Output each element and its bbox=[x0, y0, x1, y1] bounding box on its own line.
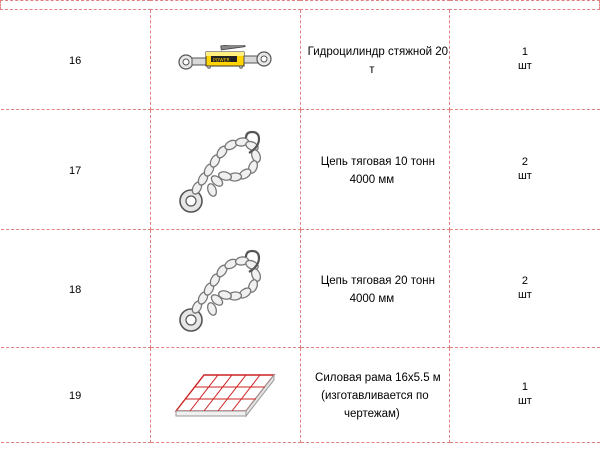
image-wrapper bbox=[151, 129, 300, 211]
row-image-cell bbox=[150, 110, 300, 230]
row-quantity-unit: шт bbox=[517, 169, 532, 182]
image-wrapper bbox=[151, 248, 300, 330]
row-number-cell bbox=[1, 230, 151, 348]
chain-icon bbox=[175, 129, 275, 211]
row-description: Цепь тяговая 20 тонн 4000 мм bbox=[320, 274, 435, 305]
row-qty-cell bbox=[450, 110, 600, 230]
row-image-cell bbox=[150, 348, 300, 443]
row-number: 18 bbox=[69, 283, 82, 296]
row-quantity-amount: 1 bbox=[521, 381, 528, 394]
row-quantity bbox=[450, 275, 599, 303]
row-quantity bbox=[450, 381, 599, 409]
row-description: Цепь тяговая 10 тонн 4000 мм bbox=[320, 155, 435, 186]
row-quantity-unit: шт bbox=[517, 395, 532, 407]
table-row bbox=[1, 348, 600, 443]
row-description: Силовая рама 16x5.5 м (изготавливается по чертежам) bbox=[315, 372, 441, 420]
power-frame-icon bbox=[170, 369, 280, 421]
row-qty-cell bbox=[450, 10, 600, 110]
row-quantity-unit: шт bbox=[517, 59, 532, 72]
row-image-cell bbox=[150, 10, 300, 110]
svg-text:POWER: POWER bbox=[213, 58, 230, 63]
row-description-cell bbox=[300, 230, 450, 348]
table-row bbox=[1, 10, 600, 110]
row-qty-cell bbox=[450, 348, 600, 443]
row-quantity-amount: 2 bbox=[521, 274, 528, 287]
row-description: Гидроцилиндр стяжной 20 т bbox=[307, 45, 449, 76]
row-qty-cell bbox=[450, 230, 600, 348]
row-number-cell bbox=[1, 348, 151, 443]
row-image-cell bbox=[150, 230, 300, 348]
row-description-cell bbox=[300, 10, 450, 110]
row-number: 19 bbox=[69, 390, 82, 402]
top-border-cell bbox=[1, 1, 600, 10]
image-wrapper bbox=[151, 369, 300, 421]
row-quantity bbox=[450, 156, 599, 184]
row-number-cell bbox=[1, 110, 151, 230]
row-number: 16 bbox=[69, 54, 82, 67]
row-number-cell bbox=[1, 10, 151, 110]
table-row bbox=[1, 110, 600, 230]
image-wrapper bbox=[151, 45, 300, 75]
row-quantity-unit: шт bbox=[517, 288, 532, 301]
table-row bbox=[1, 230, 600, 348]
row-quantity-amount: 1 bbox=[521, 45, 528, 58]
row-description-cell bbox=[300, 110, 450, 230]
hydraulic-cylinder-icon bbox=[177, 45, 273, 75]
row-quantity bbox=[450, 46, 599, 74]
row-quantity-amount: 2 bbox=[521, 155, 528, 168]
row-number: 17 bbox=[69, 164, 82, 177]
table-top-border bbox=[1, 1, 600, 10]
chain-icon bbox=[175, 248, 275, 330]
row-description-cell bbox=[300, 348, 450, 443]
